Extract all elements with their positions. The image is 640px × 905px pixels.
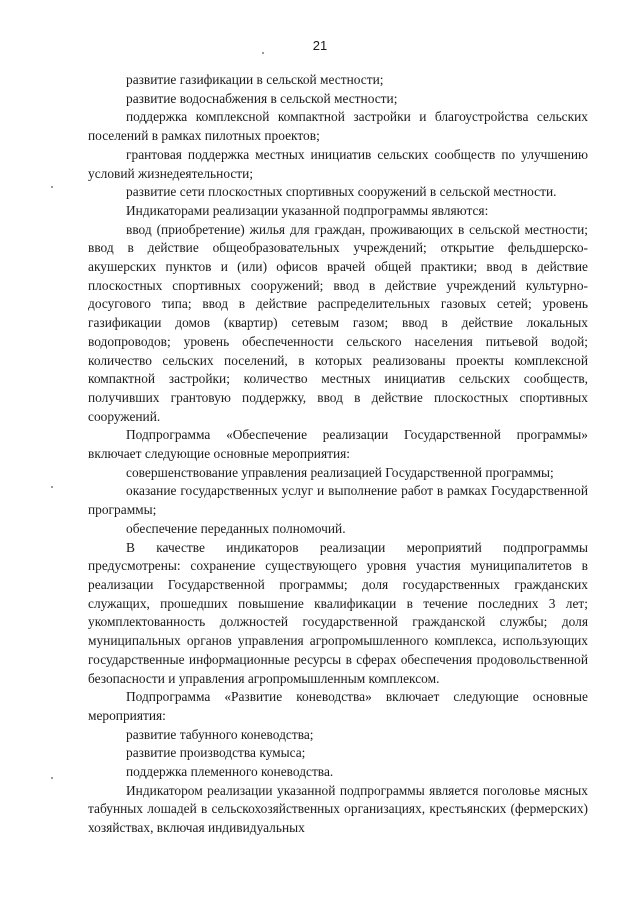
paragraph: совершенствование управления реализацией Государственной программы; (126, 464, 554, 480)
paragraph: оказание государственных услуг и выполнение работ в рамках Государственной программы; (88, 483, 588, 518)
scan-dot-mark (51, 777, 53, 779)
paragraph: развитие водоснабжения в сельской местности; (126, 90, 398, 106)
paragraph: обеспечение переданных полномочий. (126, 520, 346, 536)
paragraph: развитие табунного коневодства; (126, 726, 314, 742)
page-number: 21 (312, 38, 328, 53)
paragraph: развитие газификации в сельской местности; (126, 72, 384, 87)
paragraph: грантовая поддержка местных инициатив сельских сообществ по улучшению условий жизнедеятельности; (88, 146, 588, 181)
scan-dot-mark (51, 186, 53, 188)
paragraph: развитие производства кумыса; (126, 745, 306, 761)
paragraph: поддержка комплексной компактной застройки и благоустройства сельских поселений в рамках пилотных проектов; (88, 109, 588, 144)
paragraph: Индикатором реализации указанной подпрограммы является поголовье мясных табунных лошадей в сельскохозяйственных организациях, крестьянских (фермерских) хозяйствах, включая индивидуальных (88, 782, 588, 836)
paragraph: поддержка племенного коневодства. (126, 764, 334, 780)
paragraph: Подпрограмма «Обеспечение реализации Государственной программы» включает следующие основные мероприятия: (88, 427, 588, 462)
body-text (88, 71, 588, 838)
scan-dot-mark (51, 486, 53, 488)
paragraph: В качестве индикаторов реализации мероприятий подпрограммы предусмотрены: сохранение существующего уровня участия муниципалитетов в реализации Государственной программы; доля государственных гражданских служащих, прошедших повышение квалификации в течение последних 3 лет; укомплектованность должностей государственной гражданской службы; доля муниципальных органов управления агропромышленного комплекса, использующих государственные информационные ресурсы в сферах обеспечения продовольственной безопасности и управления агропромышленным комплексом. (88, 539, 588, 686)
paragraph: ввод (приобретение) жилья для граждан, проживающих в сельской местности; ввод в действие общеобразовательных учреждений; открытие фельдшерско-акушерских пунктов и (или) офисов врачей общей практики; ввод в действие плоскостных спортивных сооружений; ввод в действие учреждений культурно-досугового типа; ввод в действие распределительных газовых сетей; уровень газификации домов (квартир) сетевым газом; ввод в действие локальных водопроводов; уровень обеспеченности сельского населения питьевой водой; количество сельских поселений, в которых реализованы проекты комплексной компактной застройки; количество местных инициатив сельских сообществ, получивших грантовую поддержку, ввод в действие плоскостных спортивных сооружений. (88, 221, 588, 424)
paragraph: развитие сети плоскостных спортивных сооружений в сельской местности. (126, 184, 557, 200)
paragraph: Индикаторами реализации указанной подпрограммы являются: (126, 202, 489, 218)
paragraph: Подпрограмма «Развитие коневодства» включает следующие основные мероприятия: (88, 689, 588, 723)
scan-dot-mark (262, 52, 264, 54)
